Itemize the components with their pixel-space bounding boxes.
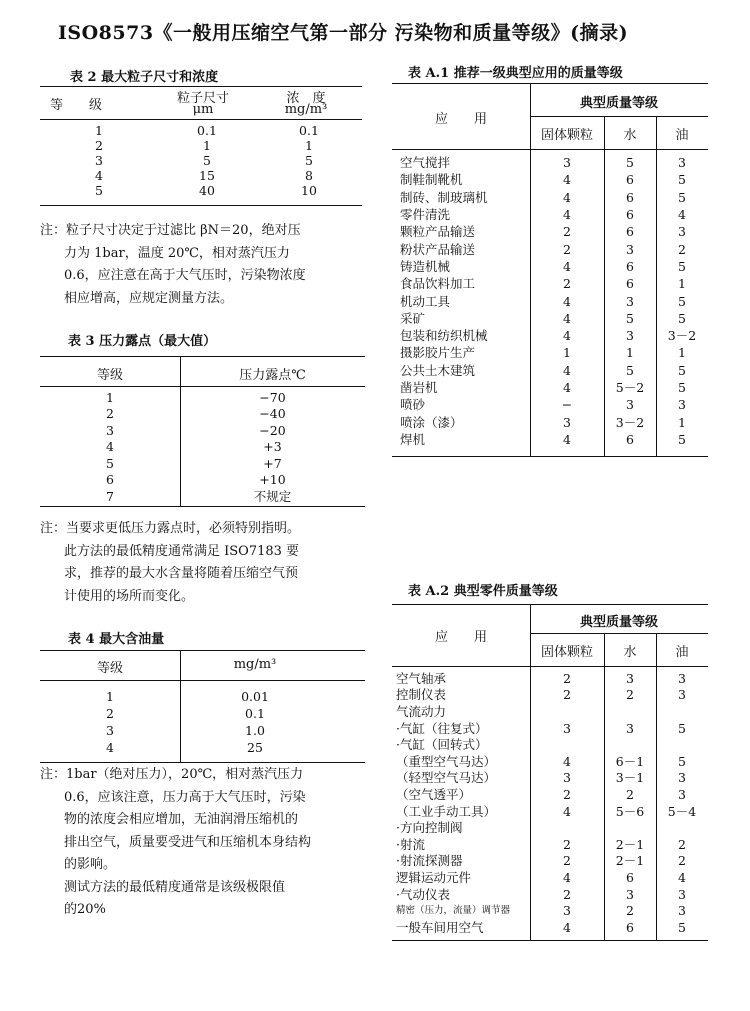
table-cell: 3 <box>626 293 634 309</box>
table2-caption: 表 2 最大粒子尺寸和浓度 <box>70 70 219 85</box>
table-cell: 公共土木建筑 <box>400 362 476 378</box>
table-cell: 10 <box>301 183 317 198</box>
table-cell: 4 <box>563 172 571 188</box>
table-cell: 4 <box>563 189 571 205</box>
table2-header-grade: 等 级 <box>50 98 103 113</box>
table2-header-conc-unit: mg/m³ <box>284 102 328 117</box>
table-row <box>396 853 708 870</box>
tableA1-header-quality: 典型质量等级 <box>579 96 658 111</box>
table-row <box>396 736 708 753</box>
table-cell: 6 <box>626 919 634 935</box>
table-cell: 逻辑运动元件 <box>396 869 472 885</box>
note1-line: 0.6，应注意在高于大气压时，污染物浓度 <box>64 268 306 283</box>
table-cell: ·气缸（往复式） <box>396 720 488 736</box>
table-cell: 2 <box>563 687 571 703</box>
table-row <box>400 171 708 188</box>
table3-header-grade: 等级 <box>96 368 123 383</box>
page-title: ISO8573《一般用压缩空气第一部分 污染物和质量等级》(摘录) <box>58 22 629 44</box>
table-cell: 8 <box>305 168 313 183</box>
table4-caption: 表 4 最大含油量 <box>68 632 165 647</box>
tableA2-header-solid: 固体颗粒 <box>540 645 593 660</box>
table-cell: 制鞋制靴机 <box>400 172 463 188</box>
table-cell: +7 <box>263 455 282 471</box>
table-row <box>396 670 708 687</box>
table-row <box>400 240 708 257</box>
table-cell: 4 <box>563 803 571 819</box>
table-cell: 6 <box>626 172 634 188</box>
table-row <box>40 153 362 168</box>
table2-header-size-unit: μm <box>192 102 214 117</box>
table-cell: （空气透平） <box>396 786 472 802</box>
table-row <box>40 488 365 505</box>
table-cell: 1 <box>678 276 686 292</box>
table-cell: 2 <box>678 241 686 257</box>
note2-line: 注：当要求更低压力露点时，必须特别指明。 <box>40 521 301 536</box>
table-cell: 2 <box>563 886 571 902</box>
table-cell: 1.0 <box>245 723 265 738</box>
table-cell: 2 <box>678 836 686 852</box>
table-cell: −40 <box>259 406 286 422</box>
table-cell: 4 <box>678 869 686 885</box>
table-row <box>400 396 708 413</box>
table-cell: 3 <box>678 670 686 686</box>
table-cell: 4 <box>563 919 571 935</box>
table-cell: 空气搅拌 <box>400 155 451 171</box>
tableA1-header-solid: 固体颗粒 <box>540 128 593 143</box>
table-cell: 6 <box>626 431 634 447</box>
table-cell: 颗粒产品输送 <box>400 224 476 240</box>
table-cell: 4 <box>563 310 571 326</box>
tableA1-header-water: 水 <box>623 128 637 143</box>
table-cell: 铸造机械 <box>400 258 451 274</box>
table-cell: 3 <box>626 397 634 413</box>
table-cell: 3 <box>678 886 686 902</box>
table-cell: 3 <box>678 786 686 802</box>
table-row <box>40 389 365 406</box>
table-row <box>40 168 362 183</box>
table-row <box>40 688 365 705</box>
note3-line: 的影响。 <box>64 857 117 872</box>
table-cell: 5 <box>626 310 634 326</box>
table-cell: 6 <box>626 224 634 240</box>
table-cell: 0.01 <box>241 689 269 704</box>
table-cell: 气流动力 <box>396 703 447 719</box>
table3-header-dewpoint: 压力露点℃ <box>239 368 306 383</box>
table-cell: 2 <box>563 224 571 240</box>
table-cell: （轻型空气马达） <box>396 770 497 786</box>
table-cell: 1 <box>678 414 686 430</box>
table-cell <box>604 819 656 836</box>
table-cell: 包装和纺织机械 <box>400 328 488 344</box>
tableA2-caption: 表 A.2 典型零件质量等级 <box>408 584 558 599</box>
table-cell <box>530 703 604 720</box>
table-cell: 4 <box>563 380 571 395</box>
note1-line: 相应增高，应规定测量方法。 <box>64 290 234 306</box>
table-cell <box>604 703 656 720</box>
table2-header-conc: 浓 度 <box>286 91 326 106</box>
table-cell: 4 <box>678 207 686 223</box>
table-cell: 1 <box>626 345 634 361</box>
table-cell: 6－1 <box>615 753 645 769</box>
table-cell: 6 <box>626 869 634 885</box>
note1-line: 力为 1bar，温度 20℃，相对蒸汽压力 <box>64 245 290 261</box>
table2-header-size: 粒子尺寸 <box>176 91 229 106</box>
table3-caption: 表 3 压力露点（最大值） <box>68 334 217 349</box>
table-cell: 2－1 <box>615 853 645 869</box>
table-row <box>400 362 708 379</box>
table2-header <box>40 86 362 119</box>
table-cell: 0.1 <box>197 123 217 138</box>
table-cell: 5 <box>678 189 686 205</box>
table-cell: 5 <box>678 919 686 935</box>
table-cell: ·方向控制阀 <box>396 820 463 836</box>
table-cell: 凿岩机 <box>400 380 438 395</box>
table-cell: − <box>561 397 573 413</box>
table4-header-oil: mg/m³ <box>233 657 277 672</box>
table-cell: 3－2 <box>615 414 645 430</box>
table-cell: −20 <box>259 422 286 438</box>
table-cell: 3 <box>626 328 634 344</box>
table-row <box>400 327 708 344</box>
table-row <box>40 422 365 439</box>
table-row <box>40 123 362 138</box>
note2-line: 此方法的最低精度通常满足 ISO7183 要 <box>64 543 300 559</box>
table-cell: ·气动仪表 <box>396 886 450 902</box>
table-row <box>40 722 365 739</box>
table-cell: 5 <box>106 455 114 471</box>
table-cell: 4 <box>563 869 571 885</box>
table-row <box>40 472 365 489</box>
table-cell: 精密（压力，流量）调节器 <box>396 905 511 917</box>
tableA1-header-oil: 油 <box>675 128 689 143</box>
table-cell: 6 <box>626 207 634 223</box>
table-cell: +3 <box>263 439 282 455</box>
note2-line: 求，推荐的最大水含量将随着压缩空气预 <box>64 566 299 581</box>
table-cell: 5 <box>678 753 686 769</box>
table-cell: +10 <box>259 472 286 488</box>
table-cell: 5 <box>678 431 686 447</box>
table-cell: 4 <box>563 431 571 447</box>
table-row <box>400 431 708 448</box>
table-row <box>400 223 708 240</box>
table-cell <box>530 736 604 753</box>
table-cell: ·射流 <box>396 836 425 852</box>
table-cell: 4 <box>106 740 114 755</box>
table-cell: 2 <box>563 241 571 257</box>
table-cell: 4 <box>563 362 571 378</box>
table-cell: 机动工具 <box>400 293 451 309</box>
table-cell <box>604 736 656 753</box>
table-cell: 3 <box>95 153 103 168</box>
table-cell: 1 <box>106 389 114 405</box>
table-row <box>396 786 708 803</box>
table-row <box>396 803 708 820</box>
tableA2-header-app: 应 用 <box>434 630 487 645</box>
table-cell: 控制仪表 <box>396 687 447 703</box>
table-cell: 3－2 <box>667 328 697 344</box>
table-cell: 2 <box>563 276 571 292</box>
table-cell: 3 <box>563 155 571 171</box>
table-row <box>396 919 708 936</box>
note3-line: 0.6，应该注意，压力高于大气压时，污染 <box>64 789 306 805</box>
table-cell <box>530 819 604 836</box>
table-cell: 空气轴承 <box>396 670 447 686</box>
table3 <box>40 389 365 505</box>
table-cell: 1 <box>106 689 114 704</box>
table-cell: 焊机 <box>400 431 426 447</box>
table-cell: 3 <box>626 720 634 736</box>
table-cell: 2 <box>626 687 634 703</box>
table-cell: 3 <box>678 903 686 919</box>
table-cell: 3 <box>626 670 634 686</box>
table-cell: （重型空气马达） <box>396 753 497 769</box>
table-row <box>40 705 365 722</box>
table-row <box>396 869 708 886</box>
table-cell: 5 <box>678 380 686 395</box>
table-row <box>396 836 708 853</box>
note2 <box>40 518 385 608</box>
note3-line: 注：1bar（绝对压力），20℃，相对蒸汽压力 <box>40 767 304 782</box>
table-row <box>40 183 362 198</box>
table-cell: 0.1 <box>299 123 319 138</box>
table-cell: 4 <box>563 207 571 223</box>
table-cell: 3 <box>563 903 571 919</box>
table-cell: 4 <box>563 753 571 769</box>
table-cell: 3 <box>626 241 634 257</box>
table-cell: 4 <box>563 328 571 344</box>
table-row <box>396 886 708 903</box>
table-cell: 7 <box>106 488 114 504</box>
table-cell: 3 <box>626 886 634 902</box>
table-cell: 0.1 <box>245 706 265 721</box>
note1-line: 注：粒子尺寸决定于过滤比 βN＝20，绝对压 <box>40 223 301 238</box>
table-cell <box>656 819 708 836</box>
table-cell: 5－4 <box>667 803 697 819</box>
table-cell: 1 <box>95 123 103 138</box>
table-row <box>396 902 708 919</box>
table-cell: 5 <box>678 172 686 188</box>
table-cell: 1 <box>678 345 686 361</box>
table-row <box>400 379 708 396</box>
table-cell: 1 <box>305 138 313 153</box>
table-cell: 5 <box>678 362 686 378</box>
table-cell: ·气缸（回转式） <box>396 737 488 753</box>
table-cell: −70 <box>259 389 286 405</box>
table-row <box>400 413 708 430</box>
table-row <box>40 138 362 153</box>
table-cell: 食品饮料加工 <box>400 276 476 292</box>
table-cell: 5－6 <box>615 803 645 819</box>
table-cell: 5 <box>95 183 103 198</box>
table-cell: 4 <box>95 168 103 183</box>
table-cell: 15 <box>199 168 215 183</box>
note3-line: 排出空气，质量要受进气和压缩机本身结构 <box>64 834 312 850</box>
table-cell: 6 <box>626 189 634 205</box>
table-cell: 5－2 <box>615 380 645 395</box>
table-cell: （工业手动工具） <box>396 803 497 819</box>
table-row <box>40 455 365 472</box>
table-row <box>400 275 708 292</box>
table-cell: 3 <box>678 770 686 786</box>
table-cell: 4 <box>563 293 571 309</box>
table-row <box>396 753 708 770</box>
note3-line: 的20% <box>64 902 106 917</box>
table-cell: 5 <box>305 153 313 168</box>
table-cell: 3 <box>678 155 686 171</box>
table-cell: 4 <box>106 439 114 455</box>
table-cell: 2 <box>626 786 634 802</box>
table-cell: 5 <box>626 155 634 171</box>
table-row <box>400 292 708 309</box>
table-cell: 喷涂（漆） <box>400 414 463 430</box>
table-cell: 1 <box>563 345 571 361</box>
table2 <box>40 123 362 198</box>
table-cell: 6 <box>106 472 114 488</box>
table-row <box>40 739 365 756</box>
table-row <box>400 258 708 275</box>
table-cell: 5 <box>626 362 634 378</box>
table-cell: 2 <box>563 670 571 686</box>
table-cell: 3 <box>678 224 686 240</box>
table-cell: 摄影胶片生产 <box>400 345 476 361</box>
table-cell: ·射流探测器 <box>396 853 463 869</box>
table-cell: 3 <box>563 770 571 786</box>
table-cell: 2 <box>95 138 103 153</box>
table-row <box>396 687 708 704</box>
table-cell: 喷砂 <box>400 397 426 413</box>
table-row <box>40 406 365 423</box>
table-cell: 5 <box>678 310 686 326</box>
table-cell: 5 <box>203 153 211 168</box>
table-cell: 1 <box>203 138 211 153</box>
note1 <box>40 220 385 310</box>
table-cell: 2 <box>106 406 114 422</box>
table-row <box>400 206 708 223</box>
tableA1-header-app: 应 用 <box>434 112 487 127</box>
table-cell: 3 <box>678 397 686 413</box>
table-cell: 25 <box>247 740 263 755</box>
table-cell: 一般车间用空气 <box>396 919 484 935</box>
table-cell <box>656 736 708 753</box>
note2-line: 计使用的场所而变化。 <box>64 588 195 604</box>
table4-header-grade: 等级 <box>96 661 123 676</box>
table-cell: 3 <box>563 414 571 430</box>
table-cell: 2 <box>106 706 114 721</box>
table-cell: 2 <box>626 903 634 919</box>
table-cell: 3 <box>678 687 686 703</box>
table-row <box>400 344 708 361</box>
table-cell: 2 <box>563 836 571 852</box>
note3-line: 测试方法的最低精度通常是该级极限值 <box>64 879 286 895</box>
note3-line: 物的浓度会相应增加，无油润滑压缩机的 <box>64 812 299 827</box>
table-row <box>396 720 708 737</box>
table-cell: 3 <box>106 723 114 738</box>
table-cell: 5 <box>678 293 686 309</box>
table-row <box>400 154 708 171</box>
table-cell: 零件清洗 <box>400 207 451 223</box>
tableA1 <box>400 154 708 448</box>
table-cell: 制砖、制玻璃机 <box>400 189 488 205</box>
table-cell: 2 <box>563 786 571 802</box>
table-cell: 3 <box>563 720 571 736</box>
table-cell: 3 <box>106 422 114 438</box>
table-cell: 不规定 <box>253 488 292 504</box>
table-cell: 5 <box>678 720 686 736</box>
tableA2-header-water: 水 <box>623 645 637 660</box>
table-cell: 6 <box>626 276 634 292</box>
table-cell: 4 <box>563 258 571 274</box>
table-row <box>40 439 365 456</box>
tableA2-header-oil: 油 <box>675 645 689 660</box>
table-cell: 2 <box>678 853 686 869</box>
tableA2 <box>396 670 708 936</box>
tableA1-caption: 表 A.1 推荐一级典型应用的质量等级 <box>408 66 623 81</box>
table-cell: 5 <box>678 258 686 274</box>
table-row <box>396 770 708 787</box>
table-row <box>396 819 708 836</box>
table-row <box>400 310 708 327</box>
tableA2-header-quality: 典型质量等级 <box>579 615 658 630</box>
table-row <box>396 703 708 720</box>
table-cell: 采矿 <box>400 310 426 326</box>
table-cell: 粉状产品输送 <box>400 241 476 257</box>
table-cell: 6 <box>626 258 634 274</box>
table-cell: 40 <box>199 183 215 198</box>
table-row <box>400 189 708 206</box>
table-cell: 2－1 <box>615 836 645 852</box>
table-cell <box>656 703 708 720</box>
table-cell: 3－1 <box>615 770 645 786</box>
note3 <box>40 764 390 922</box>
table-cell: 2 <box>563 853 571 869</box>
table4 <box>40 688 365 756</box>
